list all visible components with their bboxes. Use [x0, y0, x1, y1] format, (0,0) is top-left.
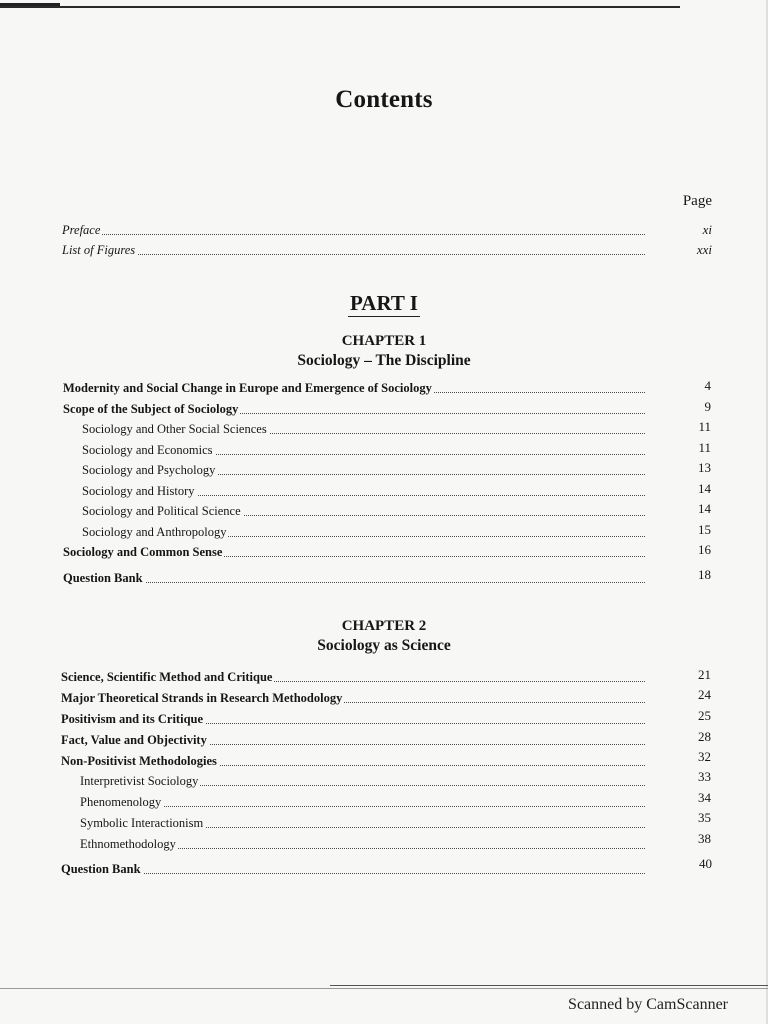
toc-entry: Sociology and Anthropology: [82, 522, 645, 542]
toc-entry: Question Bank: [61, 859, 645, 879]
toc-entry-list-of-figures: List of Figures: [62, 240, 645, 260]
toc-page: 14: [698, 501, 711, 516]
toc-entry: Sociology and History: [82, 481, 645, 501]
toc-entry: Ethnomethodology: [80, 834, 645, 854]
toc-page: 34: [698, 790, 711, 805]
toc-entry: Scope of the Subject of Sociology: [63, 399, 645, 419]
toc-entry: Question Bank: [63, 568, 645, 588]
toc-entry: Science, Scientific Method and Critique: [61, 667, 645, 687]
toc-page: 25: [698, 708, 711, 723]
toc-page: 38: [698, 831, 711, 846]
top-rule: [0, 6, 680, 8]
page-column-header: Page: [682, 193, 712, 209]
toc-entry: Interpretivist Sociology: [80, 771, 645, 791]
toc-page: 11: [698, 440, 711, 455]
toc-page: 32: [698, 749, 711, 764]
toc-page: 11: [698, 419, 711, 434]
toc-entry: Sociology and Economics: [82, 440, 645, 460]
toc-entry: Fact, Value and Objectivity: [61, 730, 645, 750]
toc-page: 13: [698, 460, 711, 475]
toc-page: 28: [698, 729, 711, 744]
toc-entry: Phenomenology: [80, 792, 645, 812]
toc-page: 35: [698, 810, 711, 825]
toc-entry: Major Theoretical Strands in Research Methodology: [61, 688, 645, 708]
toc-page: 21: [698, 667, 711, 682]
toc-entry: Modernity and Social Change in Europe and Emergence of Sociology: [63, 378, 645, 398]
bottom-rule-faint: [0, 988, 768, 989]
toc-page: 15: [698, 522, 711, 537]
chapter-2-number: CHAPTER 2: [341, 618, 427, 634]
chapter-1-title: Sociology – The Discipline: [297, 352, 471, 369]
toc-entry-preface: Preface: [62, 220, 645, 240]
toc-entry: Symbolic Interactionism: [80, 813, 645, 833]
toc-entry: Non-Positivist Methodologies: [61, 751, 645, 771]
chapter-1-number: CHAPTER 1: [341, 333, 427, 349]
toc-page: 24: [698, 687, 711, 702]
toc-entry: Sociology and Other Social Sciences: [82, 419, 645, 439]
contents-title: Contents: [335, 86, 433, 113]
toc-page: 14: [698, 481, 711, 496]
toc-page: 4: [704, 378, 711, 393]
bottom-rule: [330, 985, 768, 986]
toc-entry: Sociology and Common Sense: [63, 542, 645, 562]
toc-page-preface: xi: [702, 222, 712, 237]
chapter-2-title: Sociology as Science: [317, 637, 451, 654]
toc-page: 18: [698, 567, 711, 582]
toc-page: 40: [699, 856, 712, 871]
toc-entry: Sociology and Psychology: [82, 460, 645, 480]
toc-entry: Positivism and its Critique: [61, 709, 645, 729]
toc-page: 33: [698, 769, 711, 784]
toc-entry: Sociology and Political Science: [82, 501, 645, 521]
part-heading: PART I: [350, 291, 418, 315]
toc-page: 16: [698, 542, 711, 557]
toc-page-list-of-figures: xxi: [696, 242, 712, 257]
scanner-watermark: Scanned by CamScanner: [568, 996, 728, 1013]
toc-page: 9: [704, 399, 711, 414]
